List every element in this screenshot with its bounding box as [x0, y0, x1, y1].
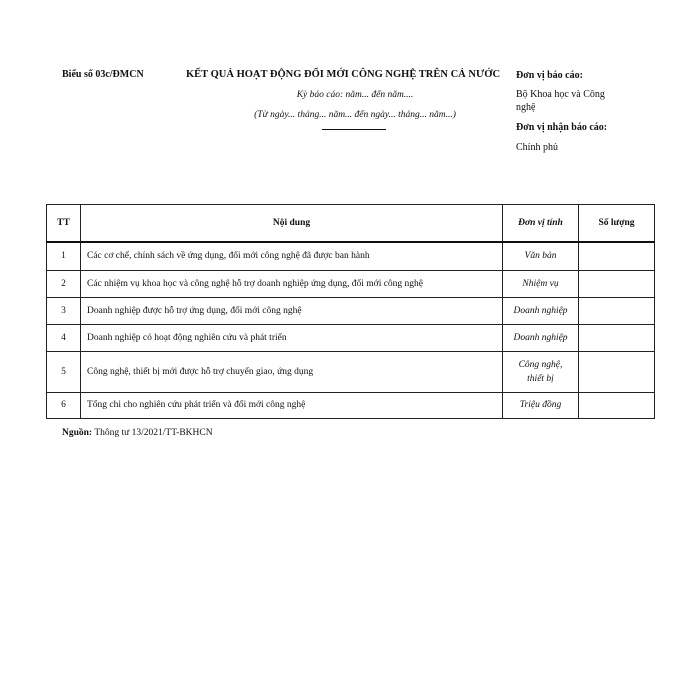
row-quantity[interactable]	[579, 324, 655, 351]
table-header-row	[47, 205, 655, 243]
row-content: Các cơ chế, chính sách về ứng dụng, đổi mới công nghệ đã được ban hành	[81, 242, 503, 270]
col-header-content: Nội dung	[81, 205, 503, 243]
reporting-period-detail: (Từ ngày... tháng... năm... đến ngày... tháng... năm...)	[254, 110, 456, 120]
row-number: 1	[47, 242, 81, 270]
row-unit: Văn bản	[503, 242, 579, 270]
row-content: Tổng chi cho nghiên cứu phát triển và đổi mới công nghệ	[81, 392, 503, 418]
table-row	[47, 351, 655, 392]
results-table	[46, 204, 655, 419]
row-quantity[interactable]	[579, 297, 655, 324]
receiving-unit-label: Đơn vị nhận báo cáo:	[516, 122, 608, 133]
row-number: 6	[47, 392, 81, 418]
row-content: Các nhiệm vụ khoa học và công nghệ hỗ trợ doanh nghiệp ứng dụng, đổi mới công nghệ	[81, 270, 503, 297]
col-header-quantity: Số lượng	[579, 205, 655, 243]
table-row	[47, 392, 655, 418]
row-quantity[interactable]	[579, 242, 655, 270]
source-note	[62, 428, 213, 438]
row-number: 3	[47, 297, 81, 324]
row-content: Doanh nghiệp có hoạt động nghiên cứu và phát triển	[81, 324, 503, 351]
reporting-period: Kỳ báo cáo: năm... đến năm....	[296, 90, 414, 100]
row-quantity[interactable]	[579, 270, 655, 297]
row-content: Doanh nghiệp được hỗ trợ ứng dụng, đổi mới công nghệ	[81, 297, 503, 324]
reporting-unit-label: Đơn vị báo cáo:	[516, 70, 583, 81]
row-unit: Doanh nghiệp	[503, 297, 579, 324]
row-content: Công nghệ, thiết bị mới được hỗ trợ chuyển giao, ứng dụng	[81, 351, 503, 392]
row-number: 4	[47, 324, 81, 351]
table-row	[47, 242, 655, 270]
table-row	[47, 324, 655, 351]
row-unit: Công nghệ, thiết bị	[503, 351, 579, 392]
source-label: Nguồn:	[62, 428, 93, 438]
row-quantity[interactable]	[579, 351, 655, 392]
title-underline	[322, 129, 386, 130]
col-header-tt: TT	[47, 205, 81, 243]
form-code: Biểu số 03c/ĐMCN	[62, 69, 144, 80]
table-row	[47, 297, 655, 324]
report-title: KẾT QUẢ HOẠT ĐỘNG ĐỔI MỚI CÔNG NGHỆ TRÊN CẢ NƯỚC	[186, 69, 501, 80]
row-number: 5	[47, 351, 81, 392]
reporting-info	[516, 69, 646, 154]
row-quantity[interactable]	[579, 392, 655, 418]
row-unit: Nhiệm vụ	[503, 270, 579, 297]
receiving-unit: Chính phủ	[516, 142, 558, 153]
row-unit: Doanh nghiệp	[503, 324, 579, 351]
row-number: 2	[47, 270, 81, 297]
reporting-unit: Bộ Khoa học và Công nghệ	[516, 89, 605, 113]
col-header-unit: Đơn vị tính	[503, 205, 579, 243]
row-unit: Triệu đồng	[503, 392, 579, 418]
source-text: Thông tư 13/2021/TT-BKHCN	[94, 428, 213, 438]
table-row	[47, 270, 655, 297]
